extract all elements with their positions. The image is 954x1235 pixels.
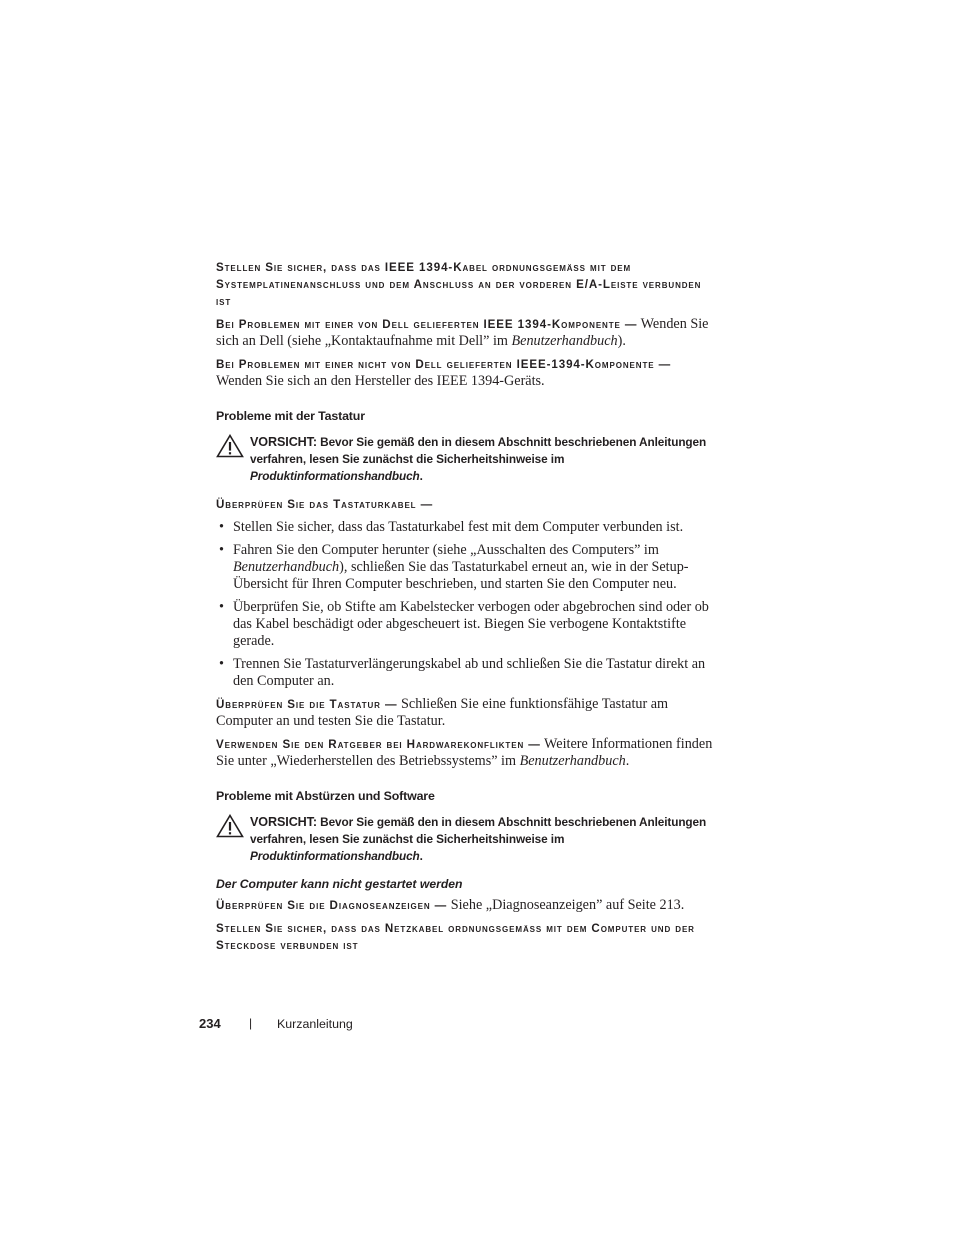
- troubleshooter-italic: Benutzerhandbuch: [519, 753, 626, 769]
- bullet-icon: •: [219, 656, 224, 672]
- caution-end: .: [419, 849, 423, 863]
- troubleshooter-label: Verwenden Sie den Ratgeber bei Hardwarekonflikten —: [216, 738, 541, 751]
- list-item-text-after: ), schließen Sie das Tastaturkabel erneut an, wie in der Setup-Übersicht für Ihren Computer beschrieben, und starten Sie den Computer neu.: [233, 559, 689, 592]
- check-keyboard-text: Schließen Sie eine funktionsfähige Tastatur am Computer an und testen Sie die Tastatur.: [216, 696, 669, 729]
- caution-label: VORSICHT:: [250, 435, 317, 449]
- dell-component-paragraph: [216, 316, 716, 350]
- keyboard-heading: Probleme mit der Tastatur: [216, 409, 365, 423]
- list-item: [216, 599, 716, 650]
- crashes-caution: [216, 814, 716, 865]
- bullet-icon: •: [219, 599, 224, 615]
- ieee-cable-check-label: Stellen Sie sicher, dass das IEEE 1394-Kabel ordnungsgemäss mit dem Systemplatinenanschluss und dem Anschluss an der vorderen E/A-Leiste verbunden ist: [216, 261, 702, 308]
- check-keyboard-paragraph: [216, 696, 716, 730]
- caution-italic: Produktinformationshandbuch: [250, 849, 420, 863]
- warning-icon: [216, 814, 244, 838]
- caution-end: .: [419, 469, 423, 483]
- caution-italic: Produktinformationshandbuch: [250, 469, 420, 483]
- list-item: [216, 519, 716, 536]
- non-dell-component-paragraph: [216, 356, 716, 390]
- dell-component-label: Bei Problemen mit einer von Dell gelieferten IEEE 1394-Komponente —: [216, 318, 638, 331]
- caution-text: Bevor Sie gemäß den in diesem Abschnitt beschriebenen Anleitungen verfahren, lesen Sie zunächst die Sicherheitshinweise im: [250, 815, 707, 846]
- warning-icon: [216, 434, 244, 458]
- footer-title: Kurzanleitung: [277, 1017, 353, 1031]
- troubleshooter-end: .: [625, 753, 630, 769]
- caution-label: VORSICHT:: [250, 815, 317, 829]
- check-keyboard-cable-label: Überprüfen Sie das Tastaturkabel —: [216, 498, 434, 511]
- list-item: [216, 656, 716, 690]
- non-dell-component-text: Wenden Sie sich an den Hersteller des IEEE 1394-Geräts.: [216, 373, 545, 389]
- keyboard-caution: [216, 434, 716, 485]
- page-number: 234: [199, 1016, 221, 1031]
- dell-component-text-italic: Benutzerhandbuch: [511, 333, 618, 349]
- caution-text: Bevor Sie gemäß den in diesem Abschnitt beschriebenen Anleitungen verfahren, lesen Sie zunächst die Sicherheitshinweise im: [250, 435, 707, 466]
- page-content: [216, 259, 716, 960]
- footer-separator: |: [249, 1016, 253, 1030]
- troubleshooter-paragraph: [216, 736, 716, 770]
- list-item-text: Fahren Sie den Computer herunter (siehe „Ausschalten des Computers” im: [233, 542, 659, 558]
- list-item-italic: Benutzerhandbuch: [233, 559, 340, 575]
- list-item-text: Trennen Sie Tastaturverlängerungskabel ab und schließen Sie die Tastatur direkt an den Computer an.: [233, 656, 706, 689]
- bullet-icon: •: [219, 542, 224, 558]
- page-footer: [0, 1016, 954, 1036]
- crashes-heading: Probleme mit Abstürzen und Software: [216, 789, 435, 803]
- bullet-icon: •: [219, 519, 224, 535]
- diagnostic-lights-paragraph: [216, 897, 716, 914]
- dell-component-text-2: ).: [617, 333, 626, 349]
- list-item: [216, 542, 716, 593]
- dell-component-text-1: Wenden Sie sich an Dell (siehe „Kontaktaufnahme mit Dell” im: [216, 316, 709, 349]
- check-keyboard-label: Überprüfen Sie die Tastatur —: [216, 698, 398, 711]
- non-dell-component-label: Bei Problemen mit einer nicht von Dell gelieferten IEEE-1394-Komponente —: [216, 358, 672, 371]
- keyboard-bullet-list: [216, 519, 716, 690]
- diagnostic-lights-text: Siehe „Diagnoseanzeigen” auf Seite 213.: [450, 897, 685, 913]
- troubleshooter-text: Weitere Informationen finden Sie unter „Wiederherstellen des Betriebssystems” im: [216, 736, 713, 769]
- list-item-text: Überprüfen Sie, ob Stifte am Kabelstecker verbogen oder abgebrochen sind oder ob das Kabel beschädigt oder abgescheuert ist. Biegen Sie verbogene Kontaktstifte gerade.: [233, 599, 709, 649]
- power-cable-check-label: Stellen Sie sicher, dass das Netzkabel ordnungsgemäss mit dem Computer und der Steckdose verbunden ist: [216, 922, 695, 952]
- computer-no-start-subheading: Der Computer kann nicht gestartet werden: [216, 877, 463, 891]
- diagnostic-lights-label: Überprüfen Sie die Diagnoseanzeigen —: [216, 899, 448, 912]
- list-item-text: Stellen Sie sicher, dass das Tastaturkabel fest mit dem Computer verbunden ist.: [233, 519, 684, 535]
